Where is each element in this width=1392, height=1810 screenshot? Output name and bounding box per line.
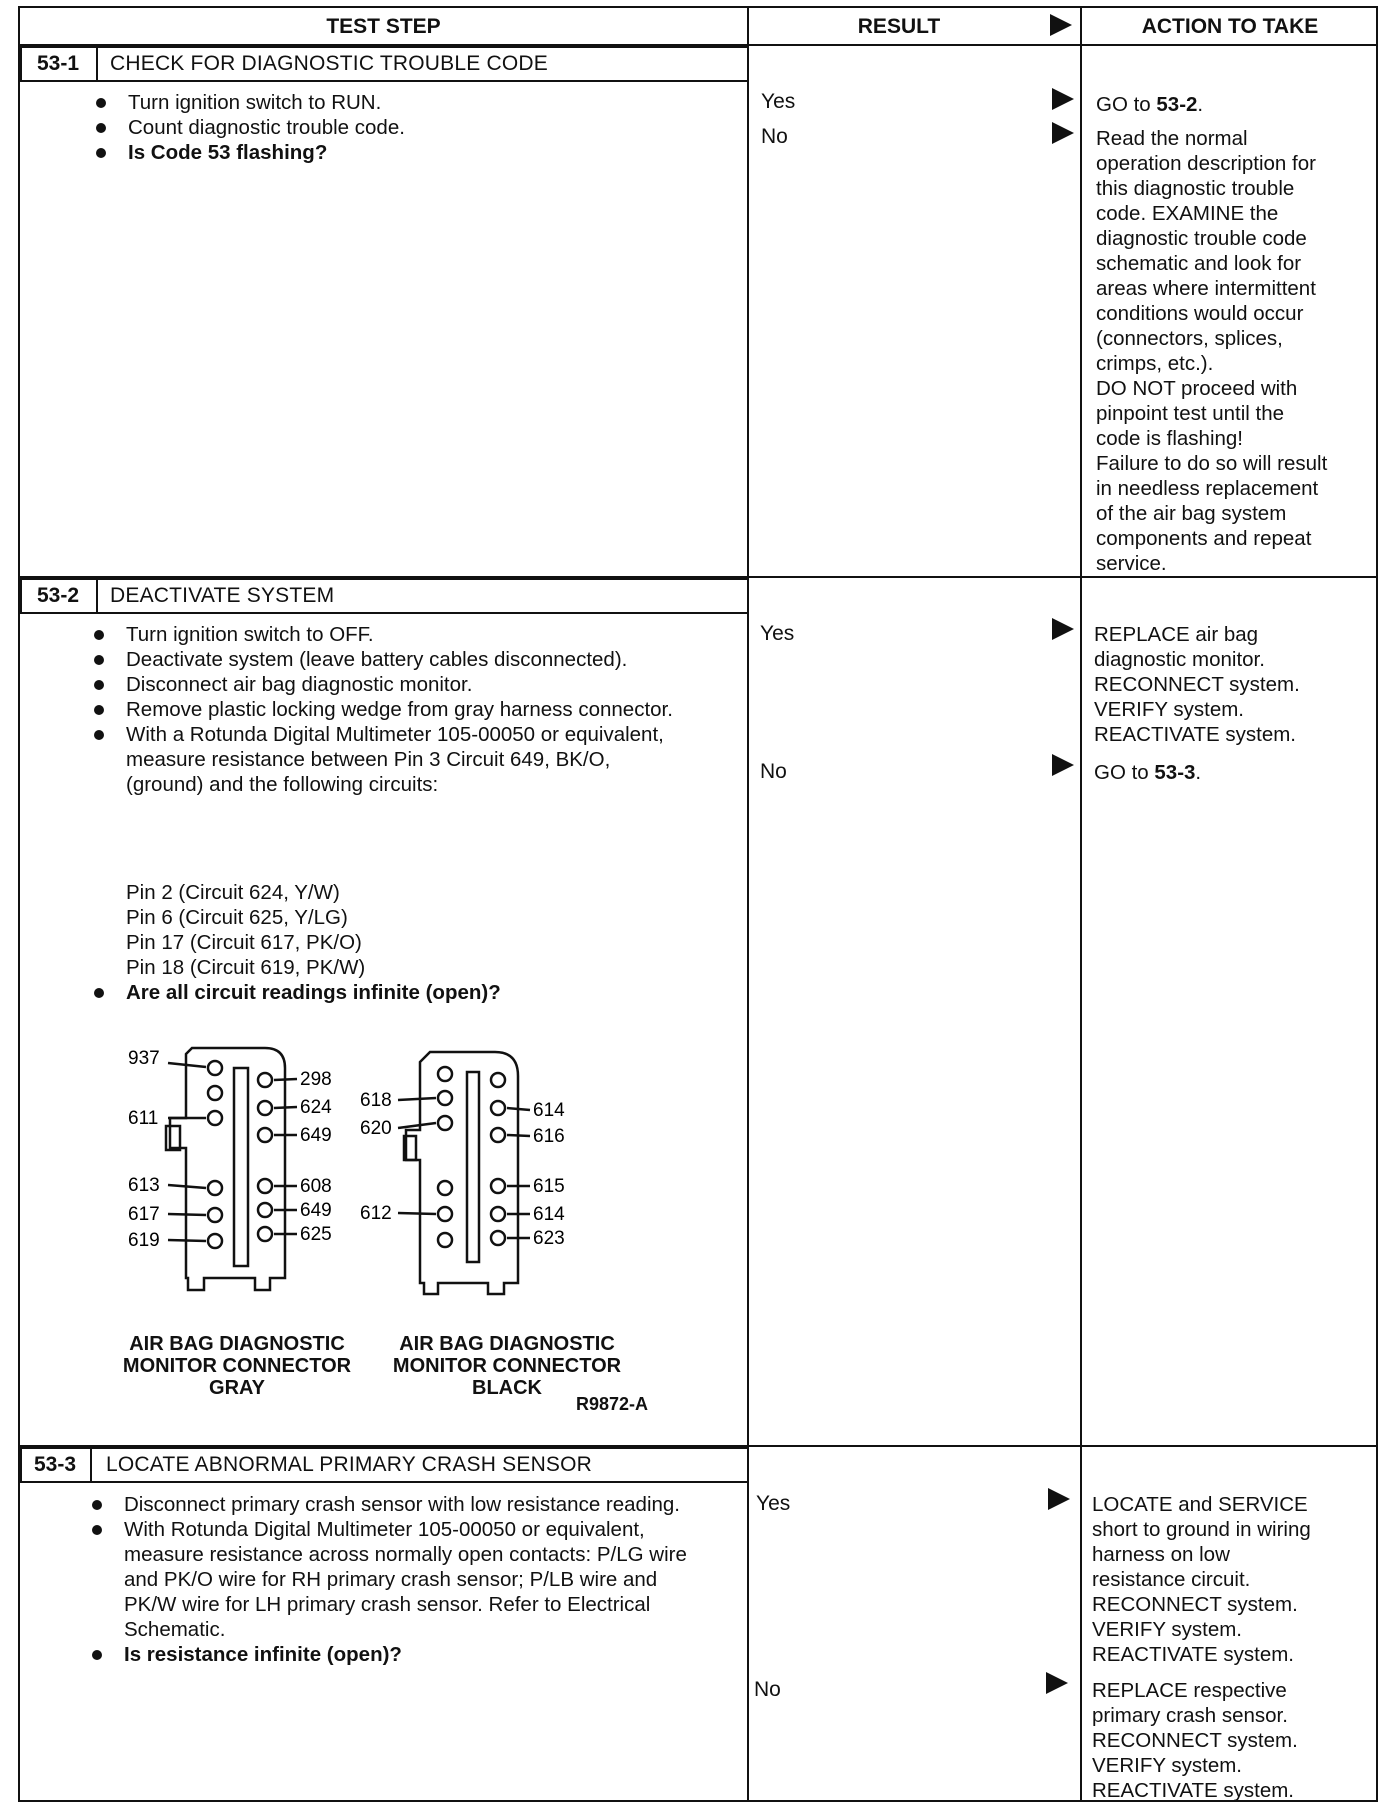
step-53-1-title: CHECK FOR DIAGNOSTIC TROUBLE CODE (110, 52, 548, 75)
step-question: Are all circuit readings infinite (open)? (88, 980, 688, 1005)
pin-item: Pin 2 (Circuit 624, Y/W) (126, 881, 340, 904)
step-53-1-number: 53-1 (36, 52, 80, 75)
step-number-divider (90, 1447, 92, 1483)
step-number-divider (96, 578, 98, 614)
caption-line: AIR BAG DIAGNOSTIC (129, 1333, 345, 1355)
action-line: resistance circuit. (1092, 1568, 1251, 1591)
action-line: areas where intermittent (1096, 277, 1316, 300)
instruction-item: Turn ignition switch to OFF. (88, 622, 688, 647)
pinpoint-test-table (18, 6, 1378, 1802)
instruction-item: Remove plastic locking wedge from gray harness connector. (88, 697, 688, 722)
pin-label: 614 (533, 1100, 565, 1121)
header-action: ACTION TO TAKE (1141, 15, 1319, 38)
step-53-3-title: LOCATE ABNORMAL PRIMARY CRASH SENSOR (106, 1453, 593, 1476)
action-text (1096, 126, 1371, 576)
action-line: LOCATE and SERVICE (1092, 1493, 1308, 1516)
action-text (1094, 622, 1369, 747)
action-line: primary crash sensor. (1092, 1704, 1288, 1727)
pin-label: 649 (300, 1125, 332, 1146)
action-line: schematic and look for (1096, 252, 1302, 275)
column-divider-action (1080, 8, 1082, 1800)
action-line: REACTIVATE system. (1094, 723, 1296, 746)
action-line: diagnostic monitor. (1094, 648, 1265, 671)
action-line: REPLACE respective (1092, 1679, 1287, 1702)
result-arrow-icon (1052, 618, 1074, 640)
pin-label: 615 (533, 1176, 565, 1197)
pin-item: Pin 6 (Circuit 625, Y/LG) (126, 906, 348, 929)
caption-line: MONITOR CONNECTOR (392, 1355, 622, 1377)
result-arrow-icon (1052, 88, 1074, 110)
pin-label: 298 (300, 1069, 332, 1090)
pin-label: 937 (128, 1048, 160, 1069)
step-number-divider (96, 46, 98, 82)
step-53-3-number: 53-3 (33, 1453, 77, 1476)
pin-label: 614 (533, 1204, 565, 1225)
action-text (1092, 1678, 1367, 1803)
result-no: No (761, 125, 788, 148)
action-line: service. (1096, 552, 1167, 575)
instruction-item: With Rotunda Digital Multimeter 105-00050 or equivalent, measure resistance across normally open contacts: P/LG wire and PK/O wire for RH primary crash sensor; P/LB wire and PK/W wire for LH primary crash sensor. Refer to Electrical Schematic. (86, 1517, 711, 1642)
action-line: VERIFY system. (1092, 1618, 1242, 1641)
step-53-2-title: DEACTIVATE SYSTEM (110, 584, 335, 607)
action-line: RECONNECT system. (1094, 673, 1300, 696)
pin-list (126, 880, 365, 980)
pin-label: 618 (360, 1090, 392, 1111)
result-no: No (760, 760, 787, 783)
result-no: No (754, 1678, 781, 1701)
action-line: (connectors, splices, (1096, 327, 1283, 350)
action-line: short to ground in wiring (1092, 1518, 1311, 1541)
column-divider-result (747, 8, 749, 1800)
action-line: RECONNECT system. (1092, 1729, 1298, 1752)
pin-label: 620 (360, 1118, 392, 1139)
action-line: conditions would occur (1096, 302, 1304, 325)
pin-item: Pin 17 (Circuit 617, PK/O) (126, 931, 362, 954)
pin-label: 613 (128, 1175, 160, 1196)
pin-label: 623 (533, 1228, 565, 1249)
action-line: VERIFY system. (1094, 698, 1244, 721)
action-line: Read the normal (1096, 127, 1248, 150)
caption-black-connector (382, 1333, 632, 1399)
action-line: crimps, etc.). (1096, 352, 1214, 375)
instruction-item: Count diagnostic trouble code. (90, 115, 730, 140)
result-arrow-icon (1052, 754, 1074, 776)
pin-label: 649 (300, 1200, 332, 1221)
step-question: Is Code 53 flashing? (90, 140, 730, 165)
action-line: Failure to do so will result (1096, 452, 1328, 475)
action-line: this diagnostic trouble (1096, 177, 1295, 200)
step-53-2-number: 53-2 (36, 584, 80, 607)
result-arrow-icon (1046, 1672, 1068, 1694)
step-question: Is resistance infinite (open)? (86, 1642, 711, 1667)
action-line: of the air bag system (1096, 502, 1287, 525)
caption-line: GRAY (209, 1377, 265, 1399)
caption-gray-connector (112, 1333, 362, 1399)
pin-item: Pin 18 (Circuit 619, PK/W) (126, 956, 366, 979)
action-line: GO to 53-3. (1094, 761, 1202, 784)
step-53-3-instructions (86, 1492, 711, 1667)
header-test-step: TEST STEP (326, 15, 441, 38)
pin-label: 616 (533, 1126, 565, 1147)
step-53-1-instructions (90, 90, 730, 165)
action-line: components and repeat (1096, 527, 1312, 550)
result-yes: Yes (761, 90, 796, 113)
pin-label: 625 (300, 1224, 332, 1245)
instruction-item: Turn ignition switch to RUN. (90, 90, 730, 115)
caption-line: MONITOR CONNECTOR (122, 1355, 352, 1377)
action-line: RECONNECT system. (1092, 1593, 1298, 1616)
action-line: DO NOT proceed with (1096, 377, 1298, 400)
action-text (1096, 92, 1371, 117)
instruction-item: Disconnect air bag diagnostic monitor. (88, 672, 688, 697)
result-yes: Yes (756, 1492, 791, 1515)
connector-diagram (100, 1038, 680, 1328)
step-53-2-instructions (88, 622, 688, 797)
action-line: code is flashing! (1096, 427, 1244, 450)
action-line: pinpoint test until the (1096, 402, 1285, 425)
caption-line: AIR BAG DIAGNOSTIC (399, 1333, 615, 1355)
action-line: operation description for (1096, 152, 1316, 175)
action-line: REACTIVATE system. (1092, 1643, 1294, 1666)
action-text (1094, 760, 1369, 785)
action-line: in needless replacement (1096, 477, 1319, 500)
action-line: REACTIVATE system. (1092, 1779, 1294, 1802)
caption-line: BLACK (472, 1377, 542, 1399)
instruction-item: Deactivate system (leave battery cables disconnected). (88, 647, 688, 672)
figure-reference: R9872-A (576, 1394, 649, 1414)
result-yes: Yes (760, 622, 795, 645)
action-line: code. EXAMINE the (1096, 202, 1279, 225)
result-arrow-icon (1052, 122, 1074, 144)
action-line: REPLACE air bag (1094, 623, 1259, 646)
instruction-item: With a Rotunda Digital Multimeter 105-00050 or equivalent, measure resistance between Pin 3 Circuit 649, BK/O, (ground) and the following circuits: (88, 722, 688, 797)
header-result: RESULT (857, 15, 941, 38)
action-text (1092, 1492, 1367, 1667)
pin-label: 608 (300, 1176, 332, 1197)
step-reference: 53-2 (1156, 93, 1198, 116)
result-arrow-icon (1048, 1488, 1070, 1510)
action-line: harness on low (1092, 1543, 1230, 1566)
action-line: VERIFY system. (1092, 1754, 1242, 1777)
instruction-item: Disconnect primary crash sensor with low resistance reading. (86, 1492, 711, 1517)
action-line: GO to 53-2. (1096, 93, 1204, 116)
step-reference: 53-3 (1154, 761, 1196, 784)
pin-label: 611 (128, 1108, 159, 1129)
header-arrow-icon (1050, 14, 1072, 36)
step-53-2-question-list (88, 980, 688, 1005)
pin-label: 617 (128, 1204, 160, 1225)
pin-label: 612 (360, 1203, 392, 1224)
action-line: diagnostic trouble code (1096, 227, 1307, 250)
pin-label: 624 (300, 1097, 332, 1118)
pin-label: 619 (128, 1230, 160, 1251)
